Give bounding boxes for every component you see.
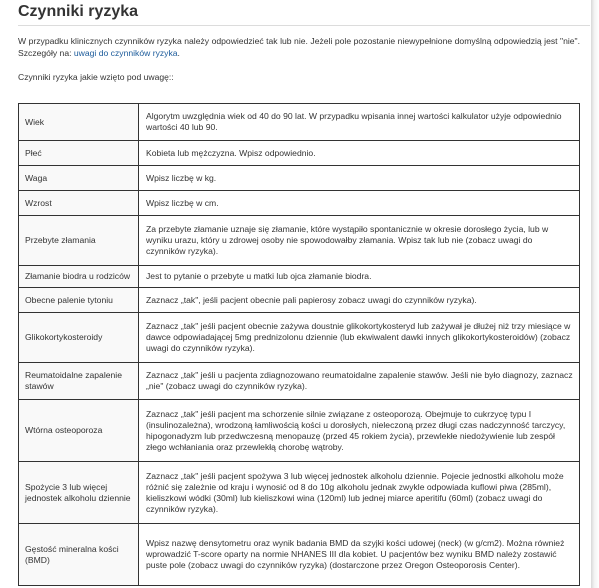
- risk-factors-subheading: Czynniki ryzyka jakie wzięto pod uwagę::: [18, 72, 174, 82]
- table-row: [19, 363, 580, 400]
- row-label: Wtórna osteoporoza: [19, 400, 139, 462]
- row-label: Obecne palenie tytoniu: [19, 288, 139, 313]
- row-label: Wzrost: [19, 191, 139, 216]
- row-description: Wpisz liczbę w cm.: [139, 191, 580, 216]
- row-label: Waga: [19, 166, 139, 191]
- row-label: Gęstość mineralna kości (BMD): [19, 524, 139, 586]
- page-title: Czynniki ryzyka: [18, 3, 139, 20]
- table-row: [19, 313, 580, 363]
- table-row: [19, 400, 580, 462]
- row-description: Kobieta lub mężczyzna. Wpisz odpowiednio.: [139, 141, 580, 166]
- table-row: [19, 166, 580, 191]
- row-description: Jest to pytanie o przebyte u matki lub ojca złamanie biodra.: [139, 266, 580, 288]
- window-edge-shadow: [591, 0, 599, 588]
- intro-text: W przypadku klinicznych czynników ryzyka należy odpowiedzieć tak lub nie. Jeżeli pole pozostanie niewypełnione domyślną odpowiedzią jest "nie". Szczegóły na:: [18, 36, 580, 58]
- row-label: Płeć: [19, 141, 139, 166]
- row-description: Zaznacz „tak" jeśli pacjent spożywa 3 lub więcej jednostek alkoholu dziennie. Pojecie jednostki alkoholu może różnić się zależnie od kraju i wynosić od 8 do 10g alkoholu jednak zwykle odpowiada kuflowi piwa (285ml), kieliszkowi wódki (30ml) lub kieliszkowi wina (120ml) lub jednej miarce aperitifu (60ml) (zobacz uwagi do czynników ryzyka).: [139, 462, 580, 524]
- row-label: Glikokortykosteroidy: [19, 313, 139, 363]
- table-row: [19, 191, 580, 216]
- table-row: [19, 266, 580, 288]
- row-label: Spożycie 3 lub więcej jednostek alkoholu dziennie: [19, 462, 139, 524]
- table-row: [19, 524, 580, 586]
- table-row: [19, 141, 580, 166]
- row-description: Zaznacz „tak" jeśli u pacjenta zdiagnozowano reumatoidalne zapalenie stawów. Jeśli nie było diagnozy, zaznacz „nie" (zobacz uwagi do czynników ryzyka).: [139, 363, 580, 400]
- row-description: Za przebyte złamanie uznaje się złamanie, które wystąpiło spontanicznie w okresie dorosłego życia, lub w wyniku urazu, który u zdrowej osoby nie spowodowałby złamania. Wpisz tak lub nie (zobacz uwagi do czynników ryzyka).: [139, 216, 580, 266]
- row-label: Przebyte złamania: [19, 216, 139, 266]
- row-label: Reumatoidalne zapalenie stawów: [19, 363, 139, 400]
- intro-paragraph: [18, 35, 580, 59]
- row-label: Wiek: [19, 104, 139, 141]
- row-description: Wpisz liczbę w kg.: [139, 166, 580, 191]
- row-description: Zaznacz „tak" jeśli pacjent ma schorzenie silnie związane z osteoporozą. Obejmuje to cukrzycę typu I (insulinozależna), wrodzoną łamliwością kości u dorosłych, nieleczoną przez długi czas nadczynność tarczycy, hipogonadyzm lub przedwczesną menopauzę (przed 45 rokiem życia), przewlekłe niedożywienie lub zespół złego wchłaniania oraz przewlekłą chorobę wątroby.: [139, 400, 580, 462]
- table-row: [19, 288, 580, 313]
- row-description: Zaznacz „tak", jeśli pacjent obecnie pali papierosy zobacz uwagi do czynników ryzyka).: [139, 288, 580, 313]
- risk-factors-table: [18, 103, 580, 586]
- table-row: [19, 104, 580, 141]
- row-label: Złamanie biodra u rodziców: [19, 266, 139, 288]
- row-description: Wpisz nazwę densytometru oraz wynik badania BMD da szyjki kości udowej (neck) (w g/cm2). Można również wprowadzić T-score oparty na normie NHANES III dla kobiet. U pacjentów bez wyniku BMD należy zostawić puste pole (zobacz uwagi do czynników ryzyka) (dostarczone przez Oregon Osteoporosis Center).: [139, 524, 580, 586]
- row-description: Zaznacz „tak" jeśli pacjent obecnie zażywa doustnie glikokortykosteryd lub zażywał je dłużej niż trzy miesiące w dawce odpowiadającej 5mg prednizolonu dziennie (lub ekwiwalent dawki innych glikokortykosteroidów) (zobacz uwagi do czynników ryzyka).: [139, 313, 580, 363]
- title-divider: [18, 25, 590, 26]
- risk-factors-notes-link[interactable]: uwagi do czynników ryzyka: [73, 48, 178, 58]
- table-row: [19, 462, 580, 524]
- row-description: Algorytm uwzględnia wiek od 40 do 90 lat. W przypadku wpisania innej wartości kalkulator użyje odpowiednio wartości 40 lub 90.: [139, 104, 580, 141]
- table-row: [19, 216, 580, 266]
- intro-tail: .: [177, 48, 180, 58]
